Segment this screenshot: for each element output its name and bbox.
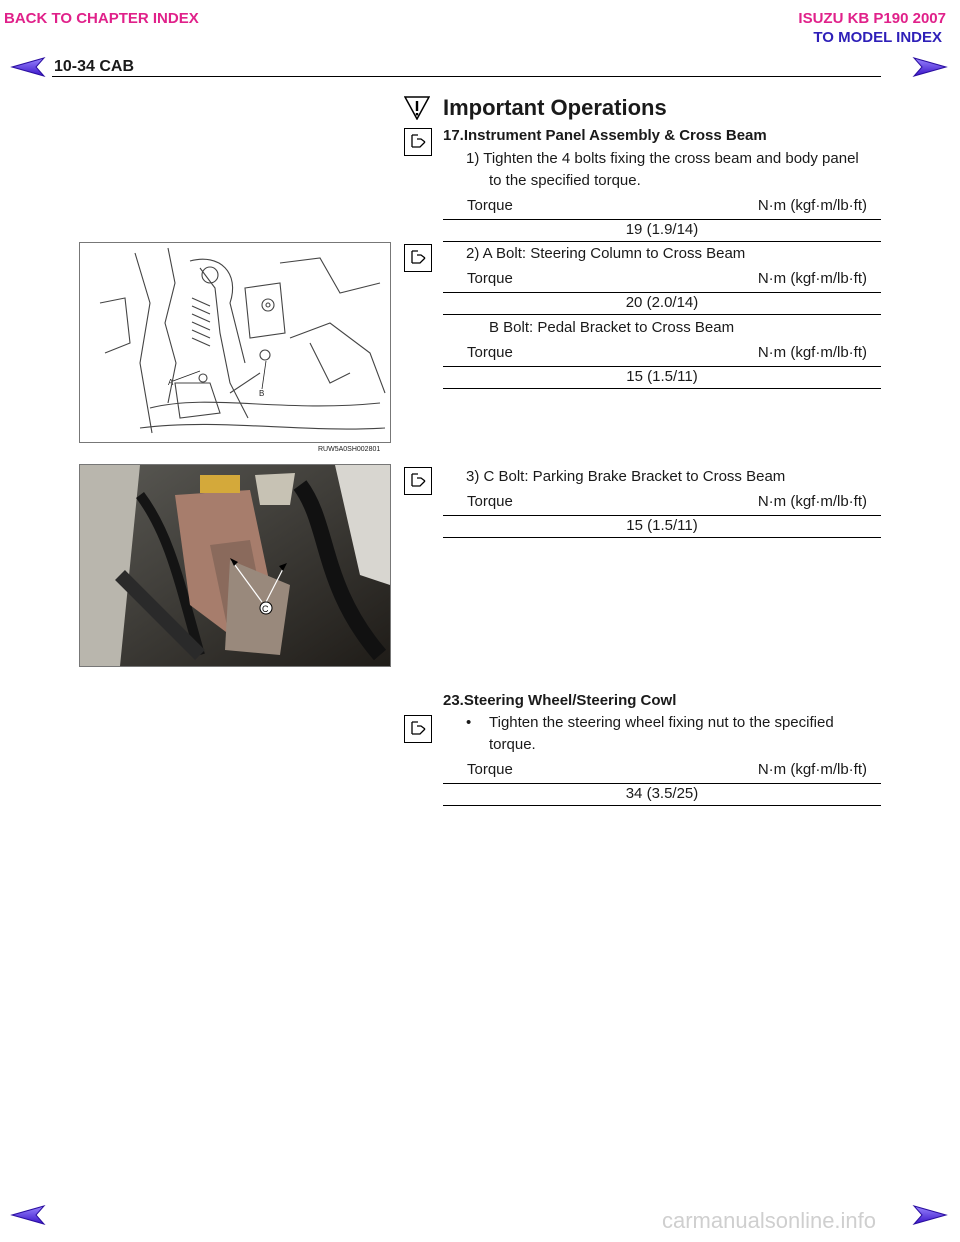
next-page-arrow-icon[interactable] xyxy=(912,1204,948,1226)
tighten-icon xyxy=(404,128,432,156)
step-23-title: 23.Steering Wheel/Steering Cowl xyxy=(443,692,677,709)
torque-label: Torque xyxy=(467,344,513,361)
tighten-icon xyxy=(404,467,432,495)
tighten-icon xyxy=(404,715,432,743)
watermark: carmanualsonline.info xyxy=(662,1208,877,1233)
torque-unit: N·m (kgf·m/lb·ft) xyxy=(757,493,867,510)
torque-value: 34 (3.5/25) xyxy=(443,783,881,806)
figure-caption: RUW5A0SH002801 xyxy=(318,446,381,453)
step-17-item-1-continued: to the specified torque. xyxy=(489,172,641,189)
torque-header-row xyxy=(443,342,881,367)
torque-label: Torque xyxy=(467,493,513,510)
step-17-item-3: 3) C Bolt: Parking Brake Bracket to Cross Beam xyxy=(466,468,786,485)
torque-value: 15 (1.5/11) xyxy=(443,515,881,538)
torque-header-row xyxy=(443,759,881,784)
tighten-icon xyxy=(404,244,432,272)
parking-brake-photo xyxy=(79,464,391,667)
callout-c: C xyxy=(262,604,269,614)
torque-value: 20 (2.0/14) xyxy=(443,292,881,315)
next-page-arrow-icon[interactable] xyxy=(912,56,948,78)
step-23-item-1-continued: torque. xyxy=(489,736,536,753)
torque-header-row xyxy=(443,491,881,516)
header-rule xyxy=(52,76,881,77)
torque-value: 15 (1.5/11) xyxy=(443,366,881,389)
step-17-item-2: 2) A Bolt: Steering Column to Cross Beam xyxy=(466,245,746,262)
prev-page-arrow-icon[interactable] xyxy=(10,1204,46,1226)
warning-triangle-icon xyxy=(404,96,430,120)
callout-b: B xyxy=(259,389,265,398)
torque-label: Torque xyxy=(467,761,513,778)
torque-label: Torque xyxy=(467,197,513,214)
torque-unit: N·m (kgf·m/lb·ft) xyxy=(757,344,867,361)
torque-unit: N·m (kgf·m/lb·ft) xyxy=(757,270,867,287)
torque-unit: N·m (kgf·m/lb·ft) xyxy=(757,761,867,778)
torque-value: 19 (1.9/14) xyxy=(443,219,881,242)
page-reference: 10-34 CAB xyxy=(54,58,135,75)
prev-page-arrow-icon[interactable] xyxy=(10,56,46,78)
torque-header-row xyxy=(443,268,881,293)
bullet: • xyxy=(466,714,472,731)
torque-unit: N·m (kgf·m/lb·ft) xyxy=(757,197,867,214)
model-title-link[interactable]: ISUZU KB P190 2007 xyxy=(798,10,946,27)
torque-label: Torque xyxy=(467,270,513,287)
pedal-bracket-illustration xyxy=(79,242,391,443)
back-to-chapter-index-link[interactable]: BACK TO CHAPTER INDEX xyxy=(4,10,199,27)
torque-header-row xyxy=(443,195,881,220)
step-17-item-2b: B Bolt: Pedal Bracket to Cross Beam xyxy=(489,319,735,336)
step-17-item-1: 1) Tighten the 4 bolts fixing the cross beam and body panel xyxy=(466,150,859,167)
to-model-index-link[interactable]: TO MODEL INDEX xyxy=(813,29,942,46)
section-title: Important Operations xyxy=(443,95,667,120)
callout-a: A xyxy=(168,378,174,387)
step-17-title: 17.Instrument Panel Assembly & Cross Beam xyxy=(443,127,767,144)
step-23-item-1: Tighten the steering wheel fixing nut to the specified xyxy=(489,714,834,731)
